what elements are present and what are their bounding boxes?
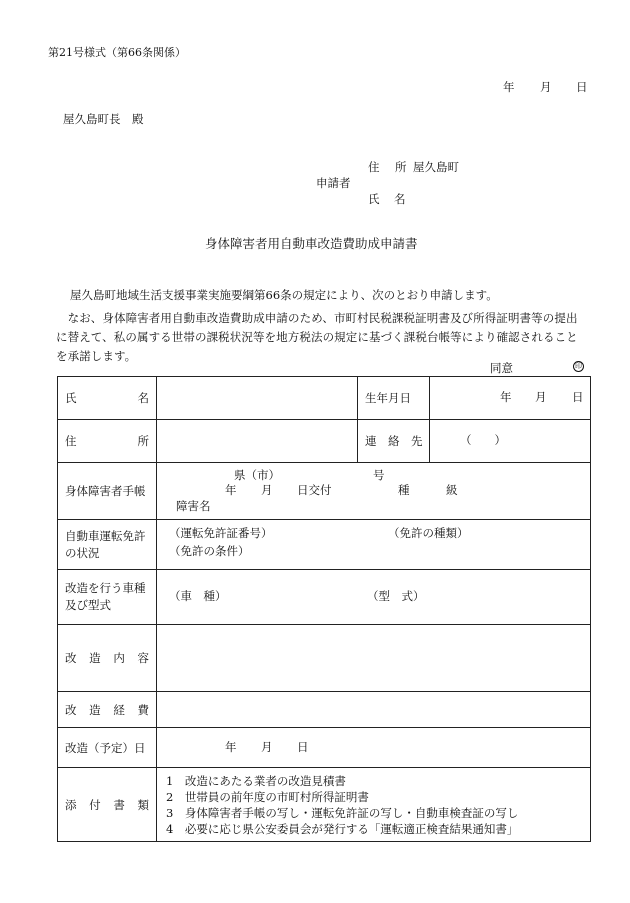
document-title: 身体障害者用自動車改造費助成申請書 [205, 236, 418, 251]
applicant-address-value: 屋久島町 [413, 160, 459, 174]
body-paragraph-2 [56, 309, 588, 366]
planned-date-input-cell[interactable] [157, 728, 591, 768]
planned-year-label: 年 [225, 740, 237, 754]
name-label-cell [58, 377, 157, 420]
seal-mark-icon: 印 [575, 362, 582, 370]
handbook-input-cell[interactable] [157, 463, 591, 520]
birth-year-label: 年 [500, 390, 512, 404]
handbook-issued-label: 日交付 [297, 483, 332, 497]
license-kind-label: （免許の種類） [388, 526, 469, 540]
address-label-2: 所 [137, 434, 149, 448]
handbook-month-label: 月 [261, 483, 273, 497]
content-label-char-4: 容 [137, 651, 149, 665]
handbook-grade-label: 種 [398, 483, 410, 497]
row-license [58, 520, 591, 570]
row-planned-date [58, 728, 591, 768]
content-label-char-1: 改 [65, 651, 77, 665]
license-conditions-label: （免許の条件） [169, 544, 250, 558]
attachments-list-cell [157, 768, 591, 842]
vehicle-label-2: 及び型式 [65, 598, 111, 612]
body-paragraph-1: 屋久島町地域生活支援事業実施要綱第66条の規定により、次のとおり申請します。 [70, 288, 498, 302]
attachment-item: 2 世帯員の前年度の市町村所得証明書 [166, 789, 369, 804]
birth-day-label: 日 [572, 390, 584, 404]
row-handbook [58, 463, 591, 520]
license-input-cell[interactable] [157, 520, 591, 570]
contact-input-cell[interactable] [430, 420, 591, 463]
body-paragraph-2-text: なお、身体障害者用自動車改造費助成申請のため、市町村民税課税証明書及び所得証明書等の提出に替えて、私の属する世帯の課税状況等を地方税法の規定に基づく課税台帳等により確認されることを承諾します。 [56, 311, 578, 363]
row-cost [58, 692, 591, 728]
vehicle-label-cell [58, 570, 157, 625]
handbook-number-label: 号 [373, 468, 385, 482]
attachments-label-char-2: 付 [89, 797, 101, 812]
planned-month-label: 月 [261, 740, 273, 754]
modification-cost-input-cell[interactable] [157, 692, 591, 728]
license-label-cell [58, 520, 157, 570]
form-number-label: 第21号様式（第66条関係） [48, 46, 186, 59]
applicant-label: 申請者 [316, 176, 351, 190]
handbook-year-label: 年 [225, 483, 237, 497]
applicant-address-label-1: 住 [368, 160, 380, 174]
birth-month-label: 月 [535, 390, 547, 404]
row-address [58, 420, 591, 463]
modification-content-label-cell [58, 625, 157, 692]
date-year-label: 年 [503, 80, 515, 94]
vehicle-type-label: （車 種） [169, 589, 227, 603]
cost-label-char-4: 費 [137, 702, 149, 717]
date-day-label: 日 [576, 80, 588, 94]
attachments-label-char-1: 添 [65, 797, 77, 812]
row-content [58, 625, 591, 692]
row-vehicle [58, 570, 591, 625]
license-label-2: の状況 [65, 545, 100, 560]
planned-day-label: 日 [297, 740, 309, 754]
cost-label-char-1: 改 [65, 702, 77, 717]
cost-label-char-3: 経 [113, 702, 125, 717]
date-month-label: 月 [540, 80, 552, 94]
cost-label-char-2: 造 [89, 702, 101, 717]
attachment-item: 4 必要に応じ県公安委員会が発行する「運転適正検査結果通知書」 [166, 821, 519, 836]
name-label-2: 名 [137, 391, 149, 405]
attachments-label-char-3: 書 [113, 797, 125, 812]
handbook-grade-unit: 級 [446, 483, 458, 497]
vehicle-label-1: 改造を行う車種 [65, 581, 146, 595]
modification-cost-label-cell [58, 692, 157, 728]
address-label-1: 住 [65, 434, 77, 448]
row-attachments [58, 768, 591, 842]
planned-date-label: 改造（予定）日 [58, 728, 157, 768]
modification-content-input-cell[interactable] [157, 625, 591, 692]
consent-label: 同意 [490, 361, 513, 375]
license-label-1: 自動車運転免許 [65, 528, 146, 543]
applicant-address-label-2: 所 [395, 160, 407, 174]
content-label-char-3: 内 [113, 651, 125, 665]
attachment-item: 3 身体障害者手帳の写し・運転免許証の写し・自動車検査証の写し [166, 805, 519, 820]
address-input-cell[interactable] [157, 420, 358, 463]
address-label-cell [58, 420, 157, 463]
contact-area-code-parens: （ ） [460, 433, 506, 447]
application-form-table [57, 376, 591, 842]
name-label-1: 氏 [65, 391, 77, 405]
birthdate-label: 生年月日 [358, 377, 430, 420]
contact-label: 連 絡 先 [358, 420, 430, 463]
vehicle-input-cell[interactable] [157, 570, 591, 625]
birthdate-input-cell[interactable] [430, 377, 591, 420]
attachments-label-cell [58, 768, 157, 842]
row-name [58, 377, 591, 420]
handbook-prefecture-label: 県（市） [234, 468, 280, 482]
attachment-item: 1 改造にあたる業者の改造見積書 [166, 773, 346, 788]
applicant-name-label-2: 名 [394, 192, 406, 206]
license-number-label: （運転免許証番号） [169, 526, 273, 540]
attachments-label-char-4: 類 [137, 797, 149, 812]
applicant-name-label-1: 氏 [368, 192, 380, 206]
content-label-char-2: 造 [89, 651, 101, 665]
vehicle-model-label: （型 式） [367, 589, 425, 603]
handbook-disability-label: 障害名 [176, 499, 211, 513]
addressee: 屋久島町長 殿 [63, 112, 144, 126]
name-input-cell[interactable] [157, 377, 358, 420]
handbook-label: 身体障害者手帳 [58, 463, 157, 520]
